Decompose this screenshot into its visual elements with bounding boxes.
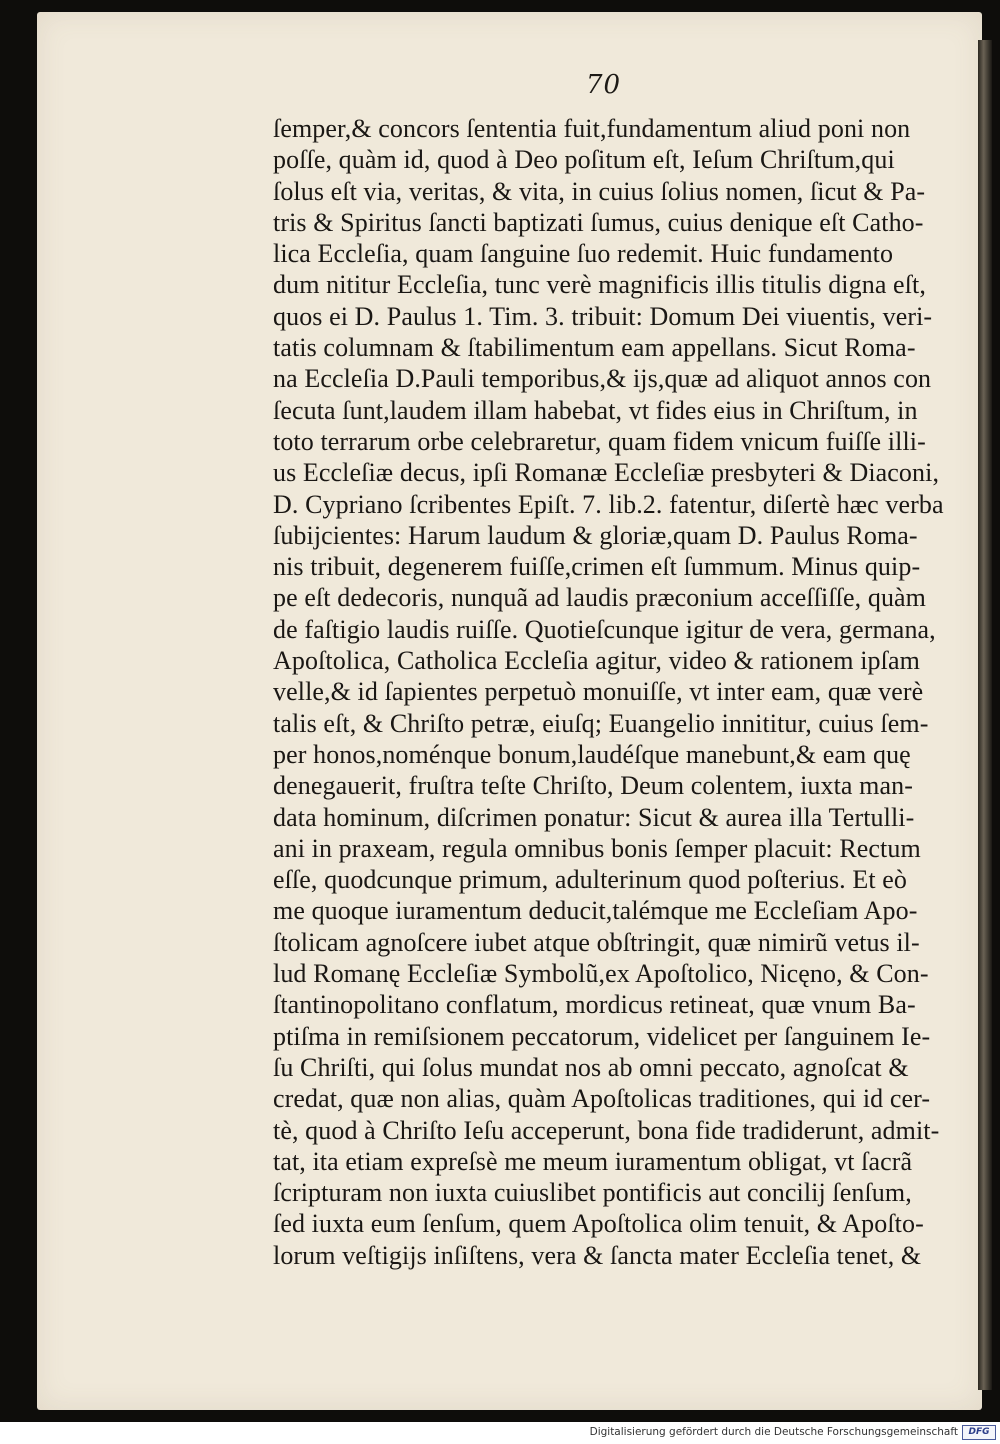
text-line: ſu Chriſti, qui ſolus mundat nos ab omni peccato, agnoſcat & bbox=[273, 1052, 909, 1082]
text-line: data hominum, diſcrimen ponatur: Sicut & aurea illa Tertulli- bbox=[273, 802, 915, 832]
text-line: ſed iuxta eum ſenſum, quem Apoſtolica olim tenuit, & Apoſto- bbox=[273, 1209, 924, 1239]
text-line: ſtolicam agnoſcere iubet atque obſtringit, quæ nimirũ vetus il- bbox=[273, 927, 920, 957]
text-line: quos ei D. Paulus 1. Tim. 3. tribuit: Domum Dei viuentis, veri- bbox=[273, 301, 933, 331]
text-line: na Eccleſia D.Pauli temporibus,& ijs,quæ ad aliquot annos con bbox=[273, 364, 932, 394]
text-line: velle,& id ſapientes perpetuò monuiſſe, vt inter eam, quæ verè bbox=[273, 677, 924, 707]
text-line: lud Romanę Eccleſiæ Symbolũ,ex Apoſtolico, Nicęno, & Con- bbox=[273, 959, 929, 989]
text-line: ſubijcientes: Harum laudum & gloriæ,quam D. Paulus Roma- bbox=[273, 520, 918, 550]
text-line: ſcripturam non iuxta cuiuslibet pontificis aut concilij ſenſum, bbox=[273, 1178, 912, 1208]
text-line: ſecuta ſunt,laudem illam habebat, vt fides eius in Chriſtum, in bbox=[273, 395, 918, 425]
text-line: ſtantinopolitano conflatum, mordicus retineat, quæ vnum Ba- bbox=[273, 990, 916, 1020]
text-line: ſemper,& concors ſententia fuit,fundamentum aliud poni non bbox=[273, 114, 911, 143]
text-line: ptiſma in remiſsionem peccatorum, videlicet per ſanguinem Ie- bbox=[273, 1021, 931, 1051]
text-line: nis tribuit, degenerem fuiſſe,crimen eſt ſummum. Minus quip- bbox=[273, 552, 921, 582]
page-gutter bbox=[978, 40, 992, 1390]
text-line: lica Eccleſia, quam ſanguine ſuo redemit. Huic fundamento bbox=[273, 239, 894, 269]
text-line: tè, quod à Chriſto Ieſu acceperunt, bona fide tradiderunt, admit- bbox=[273, 1115, 940, 1145]
page-number: 70 bbox=[586, 70, 622, 100]
dfg-logo: DFG bbox=[962, 1425, 996, 1440]
text-line: talis eſt, & Chriſto petræ, eiuſq; Euangelio innititur, cuius ſem- bbox=[273, 708, 929, 738]
footer-credit: Digitalisierung gefördert durch die Deutsche Forschungsgemeinschaft bbox=[589, 1426, 958, 1438]
text-line: tat, ita etiam expreſsè me meum iuramentum obligat, vt ſacrã bbox=[273, 1146, 913, 1176]
text-line: de faſtigio laudis ruiſſe. Quotieſcunque igitur de vera, germana, bbox=[273, 614, 936, 644]
text-line: lorum veſtigijs inſiſtens, vera & ſancta mater Eccleſia tenet, & bbox=[273, 1240, 922, 1270]
body-text bbox=[273, 113, 973, 1271]
text-line: ani in praxeam, regula omnibus bonis ſemper placuit: Rectum bbox=[273, 833, 921, 863]
text-line: tatis columnam & ſtabilimentum eam appellans. Sicut Roma- bbox=[273, 333, 916, 363]
text-line: tris & Spiritus ſancti baptizati ſumus, cuius denique eſt Catho- bbox=[273, 207, 924, 237]
text-line: per honos,noménque bonum,laudéſque manebunt,& eam quę bbox=[273, 739, 911, 769]
text-line: dum nititur Eccleſia, tunc verè magnificis illis titulis digna eſt, bbox=[273, 270, 926, 300]
text-line: poſſe, quàm id, quod à Deo poſitum eſt, Ieſum Chriſtum,qui bbox=[273, 145, 895, 175]
text-line: Apoſtolica, Catholica Eccleſia agitur, video & rationem ipſam bbox=[273, 646, 920, 676]
text-line: denegauerit, fruſtra teſte Chriſto, Deum colentem, iuxta man- bbox=[273, 771, 913, 801]
text-line: us Eccleſiæ decus, ipſi Romanæ Eccleſiæ presbyteri & Diaconi, bbox=[273, 458, 940, 488]
text-line: toto terrarum orbe celebraretur, quam fidem vnicum fuiſſe illi- bbox=[273, 426, 926, 456]
text-line: me quoque iuramentum deducit,talémque me Eccleſiam Apo- bbox=[273, 896, 918, 926]
text-line: pe eſt dedecoris, nunquã ad laudis præconium acceſſiſſe, quàm bbox=[273, 583, 927, 613]
text-line: eſſe, quodcunque primum, adulterinum quod poſterius. Et eò bbox=[273, 865, 908, 895]
footer-bar bbox=[0, 1422, 1000, 1444]
text-line: ſolus eſt via, veritas, & vita, in cuius ſolius nomen, ſicut & Pa- bbox=[273, 176, 926, 206]
text-line: credat, quæ non alias, quàm Apoſtolicas traditiones, qui id cer- bbox=[273, 1084, 931, 1114]
text-line: D. Cypriano ſcribentes Epiſt. 7. lib.2. fatentur, diſertè hæc verba bbox=[273, 489, 944, 519]
